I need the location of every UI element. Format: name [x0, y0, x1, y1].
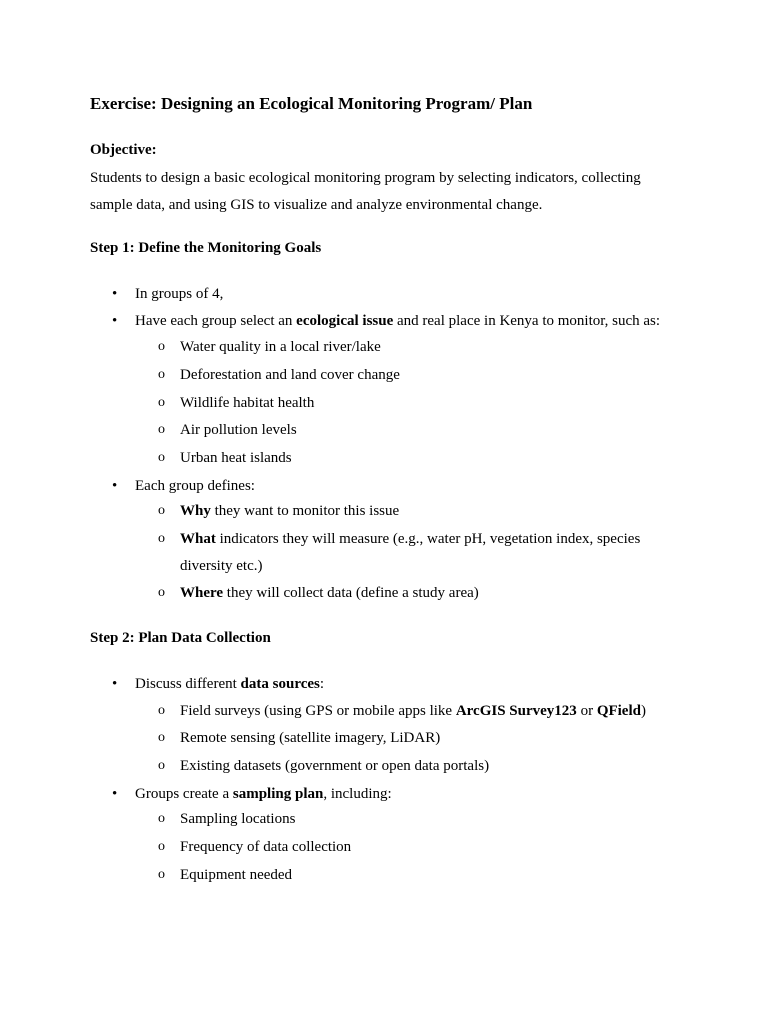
text-run: : — [319, 676, 325, 692]
objective-label: Objective: — [90, 142, 157, 158]
text-run: ) — [640, 703, 646, 719]
source-field-surveys — [180, 703, 646, 720]
sub-bullet-marker: o — [158, 395, 165, 410]
step2-heading: Step 2: Plan Data Collection — [90, 630, 271, 646]
text-run: Have each group select an — [135, 313, 297, 329]
bold-term: sampling plan — [232, 786, 324, 802]
document-title: Exercise: Designing an Ecological Monitoring Program/ Plan — [90, 94, 533, 113]
sampling-plan-item: Equipment needed — [180, 867, 293, 883]
bold-term: QField — [596, 703, 641, 719]
sub-bullet-marker: o — [158, 758, 165, 773]
bold-term: ArcGIS Survey123 — [455, 703, 577, 719]
define-why — [180, 503, 399, 520]
text-run: they want to monitor this issue — [210, 503, 400, 519]
issue-example: Deforestation and land cover change — [180, 367, 400, 383]
text-run: Groups create a — [135, 786, 233, 802]
step2-bullet-data-sources — [135, 676, 324, 693]
text-run: indicators they will measure (e.g., water pH, vegetation index, species — [215, 531, 641, 547]
define-what-continued: diversity etc.) — [180, 558, 263, 574]
define-what — [180, 531, 640, 548]
objective-line-1: Students to design a basic ecological monitoring program by selecting indicators, collecting — [90, 170, 641, 186]
sub-bullet-marker: o — [158, 503, 165, 518]
define-where — [180, 585, 479, 602]
text-run: and real place in Kenya to monitor, such as: — [393, 313, 661, 329]
sub-bullet-marker: o — [158, 585, 165, 600]
sampling-plan-item: Frequency of data collection — [180, 839, 352, 855]
issue-example: Air pollution levels — [180, 422, 297, 438]
sub-bullet-marker: o — [158, 703, 165, 718]
bullet-marker: • — [112, 478, 118, 494]
sub-bullet-marker: o — [158, 450, 165, 465]
document-page — [90, 0, 690, 1024]
sub-bullet-marker: o — [158, 422, 165, 437]
source-remote-sensing: Remote sensing (satellite imagery, LiDAR) — [180, 730, 441, 746]
step1-bullet-defines: Each group defines: — [135, 478, 255, 494]
bold-term: What — [180, 531, 216, 547]
sub-bullet-marker: o — [158, 339, 165, 354]
sub-bullet-marker: o — [158, 531, 165, 546]
text-run: they will collect data (define a study area) — [223, 585, 479, 601]
sub-bullet-marker: o — [158, 367, 165, 382]
text-run: or — [576, 703, 597, 719]
bold-term: ecological issue — [296, 313, 394, 329]
step1-heading: Step 1: Define the Monitoring Goals — [90, 240, 322, 256]
bullet-marker: • — [112, 786, 118, 802]
sub-bullet-marker: o — [158, 867, 165, 882]
issue-example: Wildlife habitat health — [180, 395, 315, 411]
text-run: Field surveys (using GPS or mobile apps like — [180, 703, 456, 719]
sub-bullet-marker: o — [158, 811, 165, 826]
sampling-plan-item: Sampling locations — [180, 811, 296, 827]
bold-term: Where — [180, 585, 224, 601]
step1-bullet-groups: In groups of 4, — [135, 286, 224, 302]
objective-text — [90, 165, 670, 219]
issue-example: Urban heat islands — [180, 450, 292, 466]
objective-line-2: sample data, and using GIS to visualize and analyze environmental change. — [90, 197, 543, 213]
text-run: Discuss different — [135, 676, 241, 692]
bullet-marker: • — [112, 286, 118, 302]
sub-bullet-marker: o — [158, 839, 165, 854]
step2-bullet-sampling-plan — [135, 786, 392, 803]
bullet-marker: • — [112, 313, 118, 329]
source-existing-datasets: Existing datasets (government or open data portals) — [180, 758, 490, 774]
step1-bullet-select-issue — [135, 313, 660, 330]
bold-term: data sources — [240, 676, 320, 692]
text-run: , including: — [323, 786, 392, 802]
bold-term: Why — [180, 503, 211, 519]
bullet-marker: • — [112, 676, 118, 692]
sub-bullet-marker: o — [158, 730, 165, 745]
issue-example: Water quality in a local river/lake — [180, 339, 381, 355]
